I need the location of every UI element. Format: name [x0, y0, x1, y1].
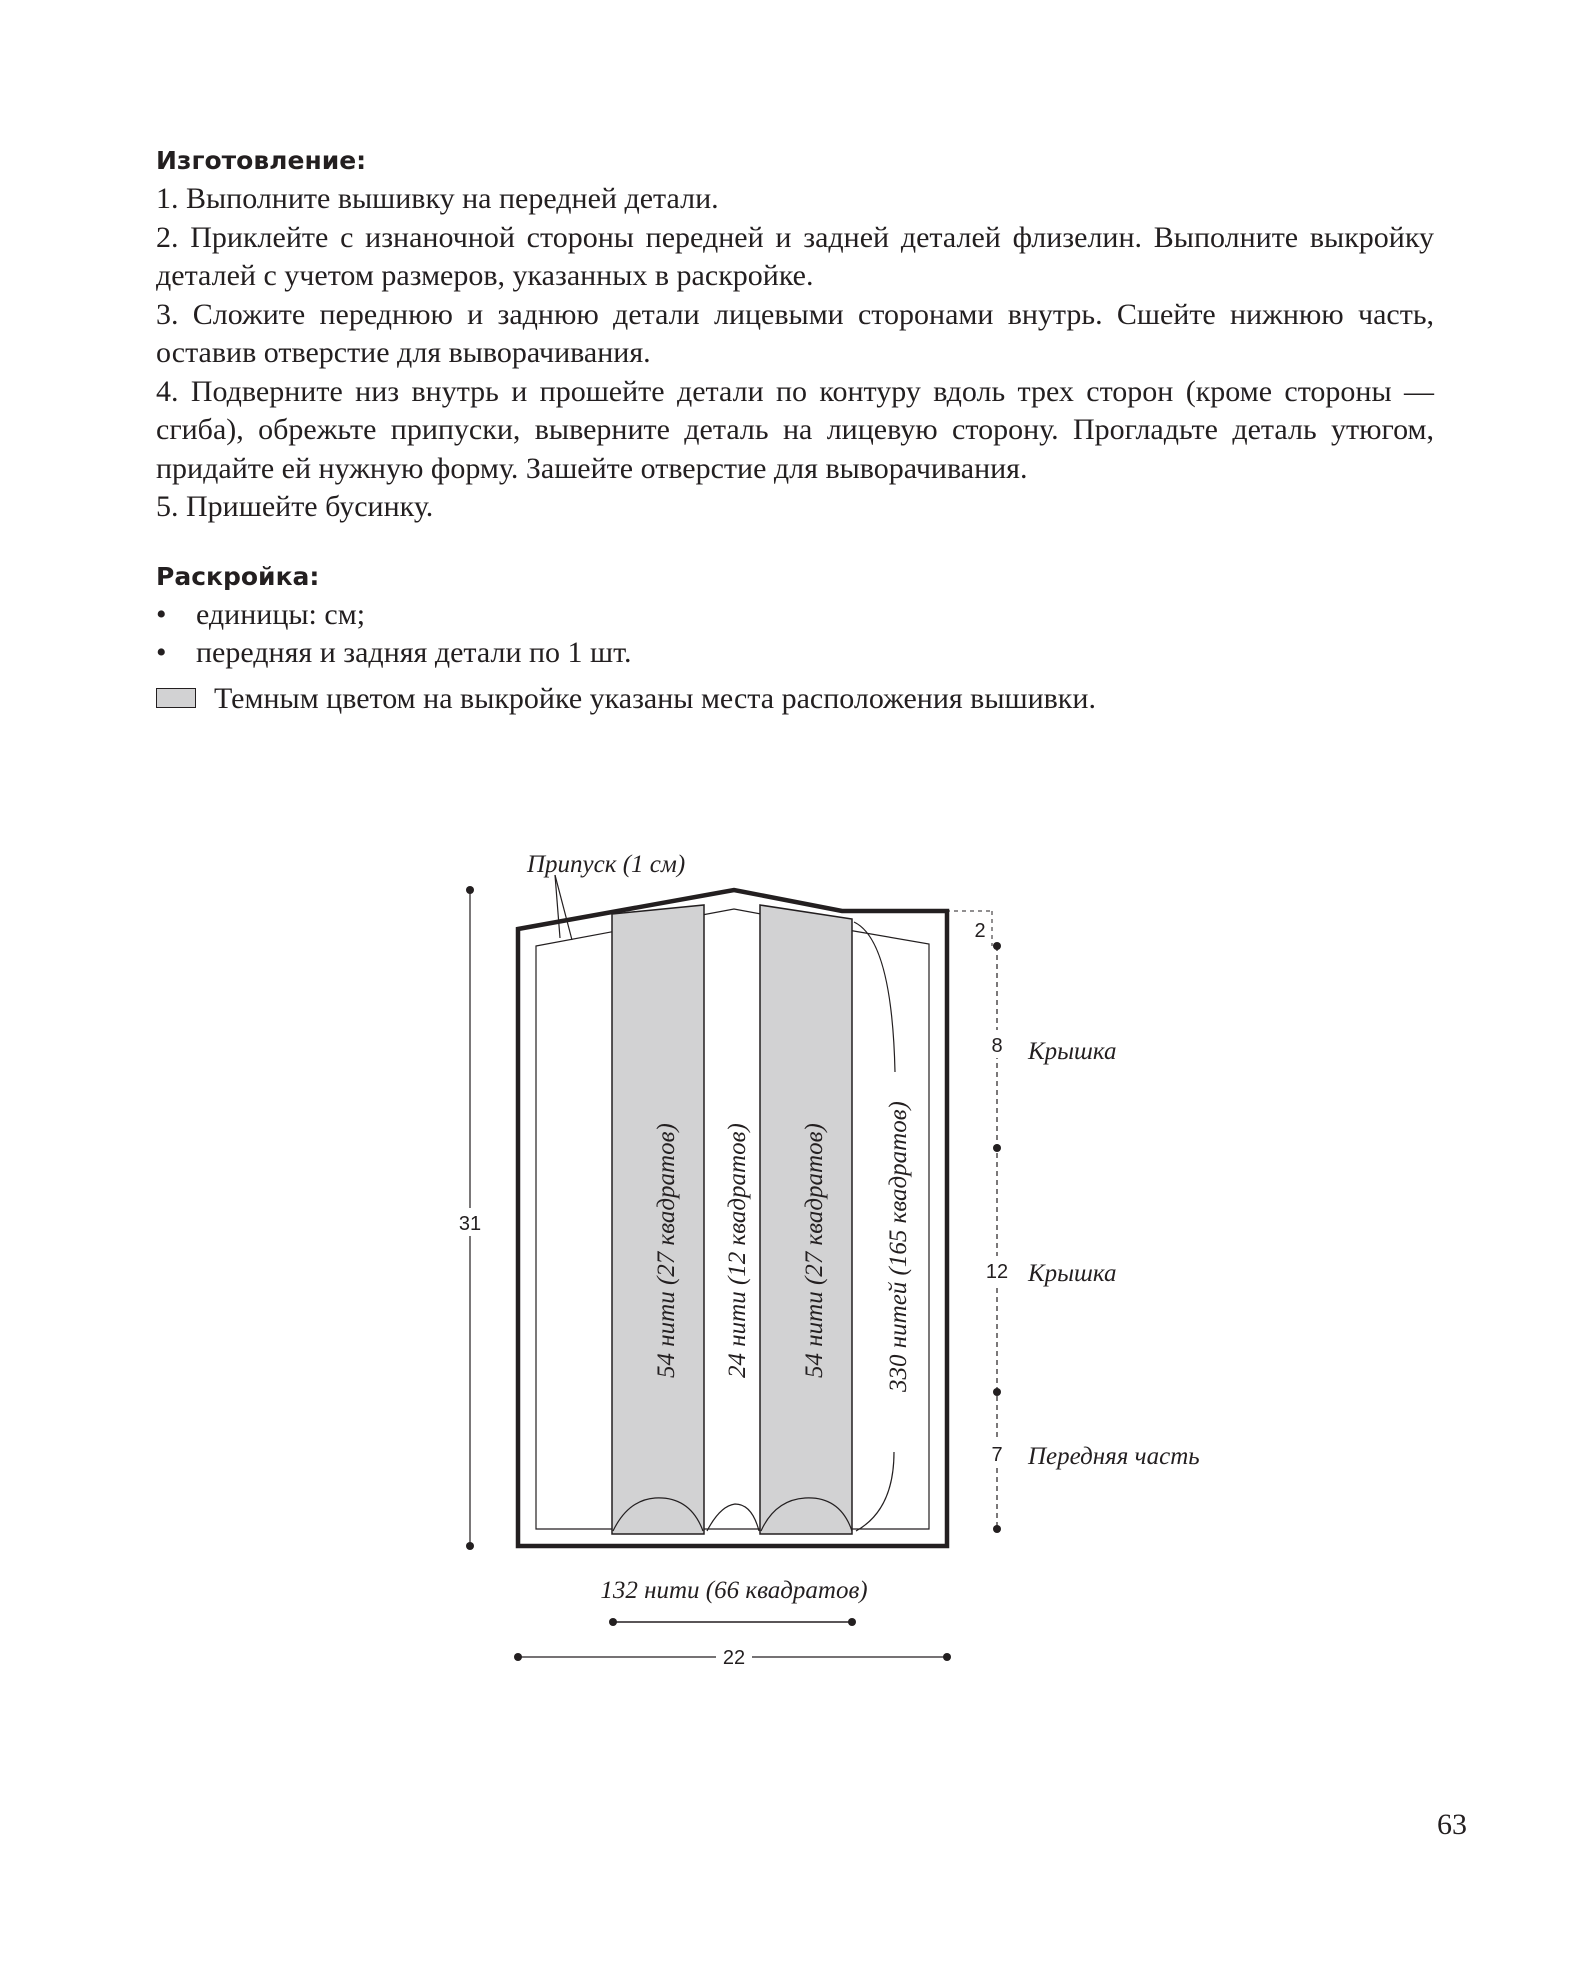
- bullet-glyph: •: [156, 598, 167, 631]
- step-3: 3. Сложите переднюю и заднюю детали лицевыми сторонами внутрь. Сшейте нижнюю часть, оставив отверстие для выворачивания.: [156, 297, 1434, 369]
- strip-label-left: 54 нити (27 квадратов): [653, 1123, 680, 1378]
- page-number: 63: [1437, 1808, 1467, 1841]
- dimension-dot: [993, 942, 1001, 950]
- part-label-2: Крышка: [1028, 1260, 1117, 1287]
- dimension-dot: [993, 1388, 1001, 1396]
- dimension-dot: [466, 886, 474, 894]
- fold-arc: [707, 1504, 759, 1531]
- dimension-dot: [514, 1653, 522, 1661]
- part-label-1: Крышка: [1028, 1038, 1117, 1065]
- dim-seg-1-label: 8: [991, 1035, 1003, 1057]
- strip-label-middle: 24 нити (12 квадратов): [724, 1123, 751, 1378]
- dimension-dot: [943, 1653, 951, 1661]
- step-1: 1. Выполните вышивку на передней детали.: [156, 182, 719, 215]
- dim-top-offset-label: 2: [974, 920, 986, 942]
- step-4: 4. Подверните низ внутрь и прошейте детали по контуру вдоль трех сторон (кроме стороны — сгиба), обрежьте припуски, выверните деталь на лицевую сторону. Прогладьте деталь утюгом, придайте ей нужную форму. Зашейте отверстие для выворачивания.: [156, 374, 1434, 485]
- fold-arc: [854, 922, 895, 1072]
- embroidery-width-label: 132 нити (66 квадратов): [600, 1577, 868, 1604]
- fold-arc: [856, 1452, 894, 1531]
- legend-text: Темным цветом на выкройке указаны места расположения вышивки.: [214, 682, 1096, 715]
- step-5: 5. Пришейте бусинку.: [156, 490, 434, 523]
- manufacturing-heading: Изготовление:: [156, 146, 367, 175]
- dim-height-label: 31: [458, 1213, 482, 1235]
- dim-width-label: 22: [722, 1647, 746, 1669]
- bullet-parts-text: передняя и задняя детали по 1 шт.: [196, 636, 632, 669]
- dimension-dot: [993, 1144, 1001, 1152]
- height-threads-label: 330 нитей (165 квадратов): [885, 1101, 912, 1392]
- step-2: 2. Приклейте с изнаночной стороны передней и задней деталей флизелин. Выполните выкройку деталей с учетом размеров, указанных в раскройке.: [156, 220, 1434, 292]
- bullet-units-text: единицы: см;: [196, 598, 366, 631]
- dimension-dot: [609, 1618, 617, 1626]
- part-label-3: Передняя часть: [1028, 1443, 1200, 1470]
- bullet-glyph: •: [156, 636, 167, 669]
- dimension-dot: [993, 1525, 1001, 1533]
- cutting-heading: Раскройка:: [156, 562, 320, 591]
- strip-label-right: 54 нити (27 квадратов): [801, 1123, 828, 1378]
- allowance-label: Припуск (1 см): [527, 851, 686, 878]
- dimension-dot: [466, 1542, 474, 1550]
- dim-seg-2-label: 12: [985, 1261, 1009, 1283]
- dim-seg-3-label: 7: [991, 1444, 1003, 1466]
- dimension-dot: [848, 1618, 856, 1626]
